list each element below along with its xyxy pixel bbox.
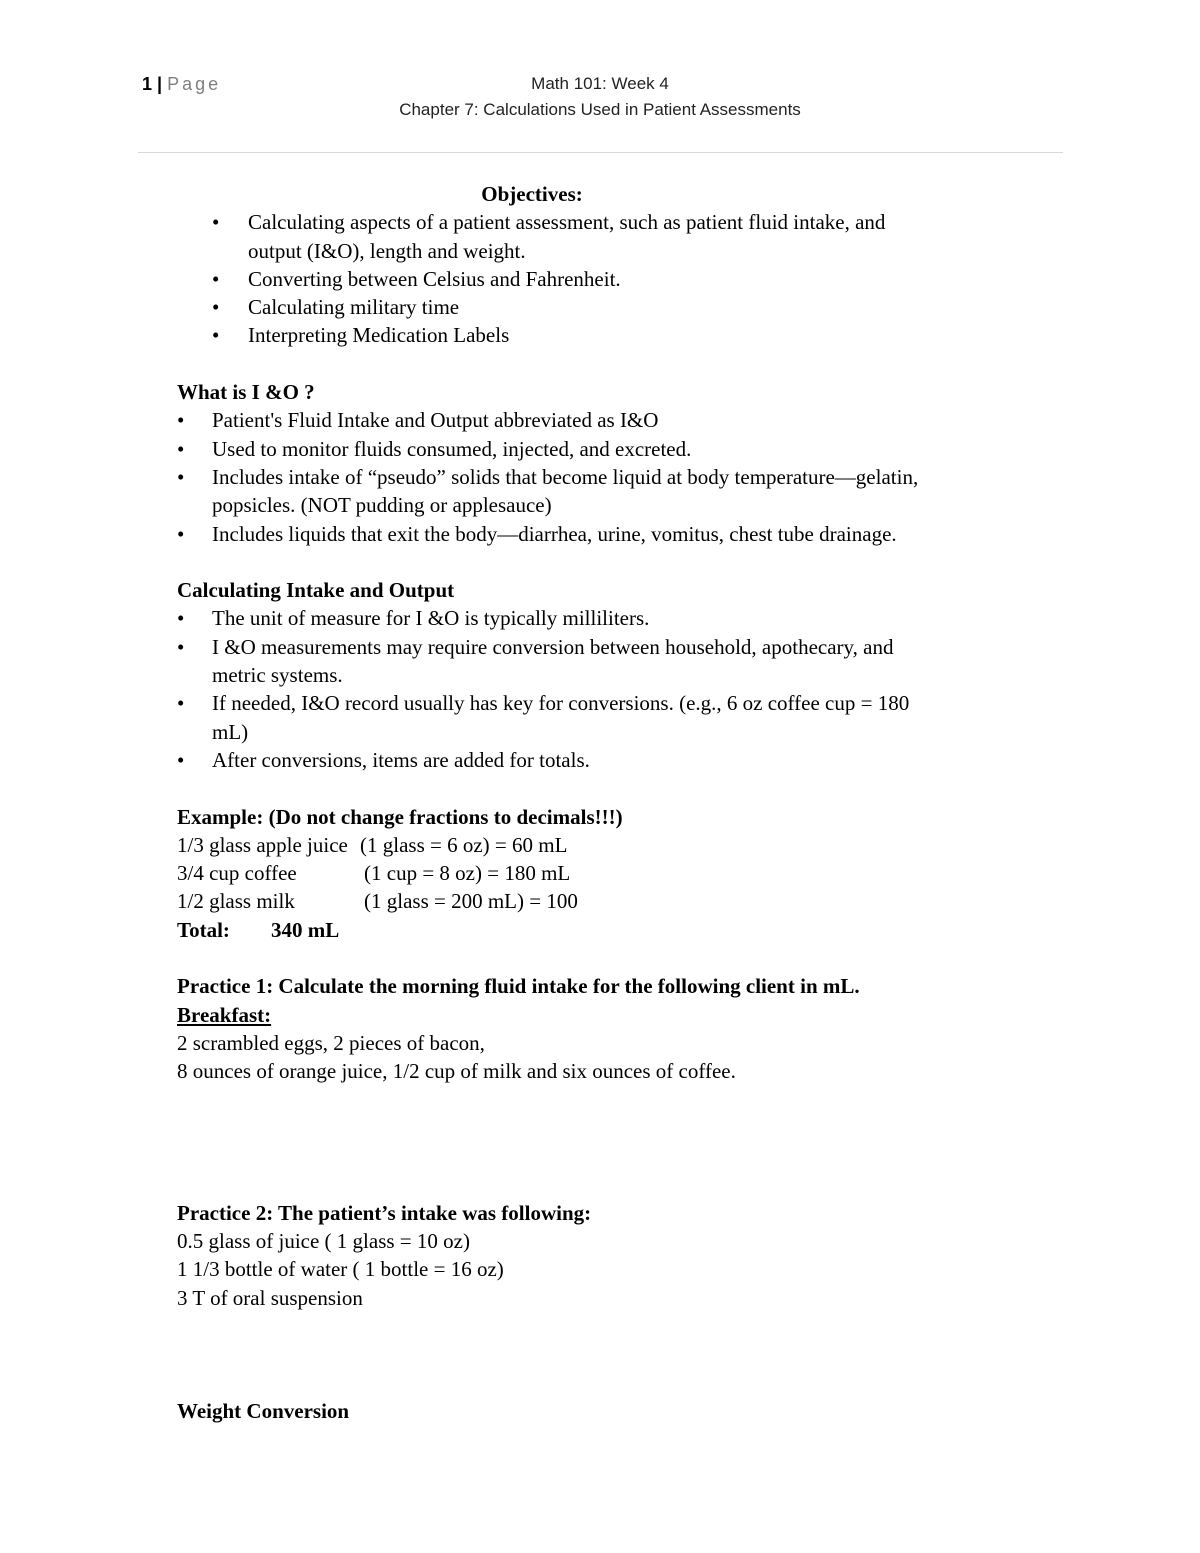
what-is-heading: What is I &O ? xyxy=(177,380,315,405)
list-item-continued: popsicles. (NOT pudding or applesauce) xyxy=(212,493,552,518)
objectives-list xyxy=(177,208,1077,349)
example-row xyxy=(177,831,1077,859)
example-row xyxy=(177,887,1077,915)
list-item: • Used to monitor fluids consumed, injected, and excreted. xyxy=(177,435,1077,463)
calculating-list xyxy=(177,604,1077,774)
practice2-heading: Practice 2: The patient’s intake was following: xyxy=(177,1200,592,1225)
document-subtitle: Chapter 7: Calculations Used in Patient Assessments xyxy=(399,100,801,119)
page-number: 1 xyxy=(142,74,153,94)
example-item: 3/4 cup coffee xyxy=(177,861,297,886)
total-label: Total: xyxy=(177,917,230,942)
objective-item-continued: output (I&O), length and weight. xyxy=(248,238,526,263)
what-is-list xyxy=(177,406,1077,547)
list-item: • The unit of measure for I &O is typically milliliters. xyxy=(177,604,1077,632)
list-item: • Patient's Fluid Intake and Output abbreviated as I&O xyxy=(177,406,1077,434)
example-detail: (1 glass = 200 mL) = 100 xyxy=(364,889,578,914)
objective-item: • Calculating aspects of a patient assessment, such as patient fluid intake, and xyxy=(177,208,1077,236)
example-detail: (1 cup = 8 oz) = 180 mL xyxy=(364,861,571,886)
list-item: • After conversions, items are added for totals. xyxy=(177,746,1077,774)
list-item-continued: mL) xyxy=(212,719,249,744)
list-item: • Includes intake of “pseudo” solids that become liquid at body temperature—gelatin, xyxy=(177,463,1077,491)
example-heading: Example: (Do not change fractions to decimals!!!) xyxy=(177,804,623,829)
practice1-heading: Practice 1: Calculate the morning fluid intake for the following client in mL. xyxy=(177,974,860,999)
practice2-line: 0.5 glass of juice ( 1 glass = 10 oz) xyxy=(177,1228,470,1253)
example-row xyxy=(177,859,1077,887)
list-item: • If needed, I&O record usually has key for conversions. (e.g., 6 oz coffee cup = 180 xyxy=(177,689,1077,717)
objective-item: • Interpreting Medication Labels xyxy=(177,321,1077,349)
example-item: 1/2 glass milk xyxy=(177,889,295,914)
page-separator: | xyxy=(157,74,163,94)
total-value: 340 mL xyxy=(271,917,340,942)
calculating-heading: Calculating Intake and Output xyxy=(177,578,455,603)
objective-item: • Calculating military time xyxy=(177,293,1077,321)
list-item: • I &O measurements may require conversion between household, apothecary, and xyxy=(177,633,1077,661)
practice1-subheading: Breakfast: xyxy=(177,1002,272,1027)
weight-conversion-heading: Weight Conversion xyxy=(177,1398,350,1423)
header-divider xyxy=(138,152,1063,153)
objectives-heading: Objectives: xyxy=(481,182,583,206)
practice1-line: 2 scrambled eggs, 2 pieces of bacon, xyxy=(177,1030,485,1055)
document-title: Math 101: Week 4 xyxy=(531,74,669,93)
example-detail: (1 glass = 6 oz) = 60 mL xyxy=(360,832,568,857)
practice1-line: 8 ounces of orange juice, 1/2 cup of milk and six ounces of coffee. xyxy=(177,1059,736,1084)
practice2-line: 1 1/3 bottle of water ( 1 bottle = 16 oz) xyxy=(177,1257,504,1282)
document-body xyxy=(177,180,1077,1425)
list-item-continued: metric systems. xyxy=(212,663,343,688)
practice2-line: 3 T of oral suspension xyxy=(177,1285,363,1310)
example-total xyxy=(177,916,1077,944)
page-word: Page xyxy=(167,74,222,94)
list-item: • Includes liquids that exit the body—diarrhea, urine, vomitus, chest tube drainage. xyxy=(177,520,1077,548)
example-item: 1/3 glass apple juice xyxy=(177,832,348,857)
objective-item: • Converting between Celsius and Fahrenheit. xyxy=(177,265,1077,293)
